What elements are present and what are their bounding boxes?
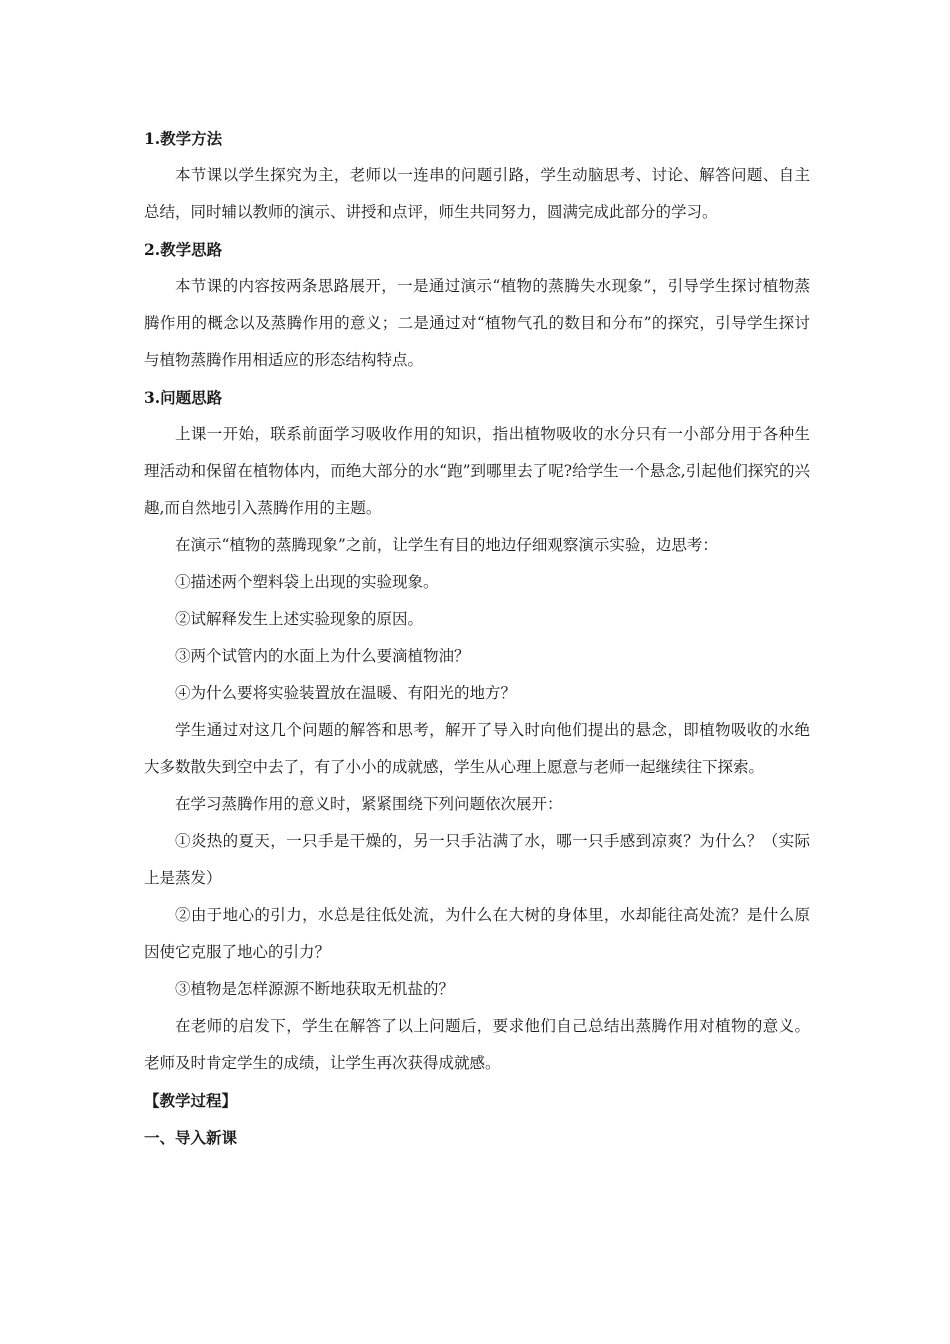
list-item: ①描述两个塑料袋上出现的实验现象。 xyxy=(175,573,439,591)
paragraph: 在演示“植物的蒸腾现象”之前，让学生有目的地边仔细观察演示实验，边思考： xyxy=(175,536,718,554)
paragraph: 在学习蒸腾作用的意义时，紧紧围绕下列问题依次展开： xyxy=(175,795,563,813)
paragraph: 本节课的内容按两条思路展开，一是通过演示“植物的蒸腾失水现象”，引导学生探讨植物蒸腾作用的概念以及蒸腾作用的意义；二是通过对“植物气孔的数目和分布”的探究，引导学生探讨与植物蒸腾作用相适应的形态结构特点。 xyxy=(144,277,810,369)
list-item: ②试解释发生上述实验现象的原因。 xyxy=(175,610,424,628)
document-body xyxy=(144,120,810,1156)
list-item: ③两个试管内的水面上为什么要滴植物油？ xyxy=(175,647,470,665)
section-heading-teaching-approach: 2.教学思路 xyxy=(144,240,223,259)
list-item: ③植物是怎样源源不断地获取无机盐的？ xyxy=(175,980,455,998)
list-item: ④为什么要将实验装置放在温暖、有阳光的地方？ xyxy=(175,684,517,702)
section-heading-introduction: 一、导入新课 xyxy=(144,1128,238,1147)
list-item: ①炎热的夏天，一只手是干燥的，另一只手沾满了水，哪一只手感到凉爽？为什么？（实际上是蒸发） xyxy=(144,832,810,887)
section-heading-teaching-process: 【教学过程】 xyxy=(144,1091,238,1110)
section-heading-question-approach: 3.问题思路 xyxy=(144,388,223,407)
paragraph: 在老师的启发下，学生在解答了以上问题后，要求他们自己总结出蒸腾作用对植物的意义。老师及时肯定学生的成绩，让学生再次获得成就感。 xyxy=(144,1017,810,1072)
paragraph: 学生通过对这几个问题的解答和思考，解开了导入时向他们提出的悬念，即植物吸收的水绝大多数散失到空中去了，有了小小的成就感，学生从心理上愿意与老师一起继续往下探索。 xyxy=(144,721,810,776)
paragraph: 本节课以学生探究为主，老师以一连串的问题引路，学生动脑思考、讨论、解答问题、自主总结，同时辅以教师的演示、讲授和点评，师生共同努力，圆满完成此部分的学习。 xyxy=(144,166,810,221)
section-heading-teaching-method: 1.教学方法 xyxy=(144,129,223,148)
paragraph: 上课一开始，联系前面学习吸收作用的知识，指出植物吸收的水分只有一小部分用于各种生理活动和保留在植物体内，而绝大部分的水“跑”到哪里去了呢?给学生一个悬念,引起他们探究的兴趣,而自然地引入蒸腾作用的主题。 xyxy=(144,425,810,517)
list-item: ②由于地心的引力，水总是往低处流，为什么在大树的身体里，水却能往高处流？是什么原因使它克服了地心的引力？ xyxy=(144,906,810,961)
